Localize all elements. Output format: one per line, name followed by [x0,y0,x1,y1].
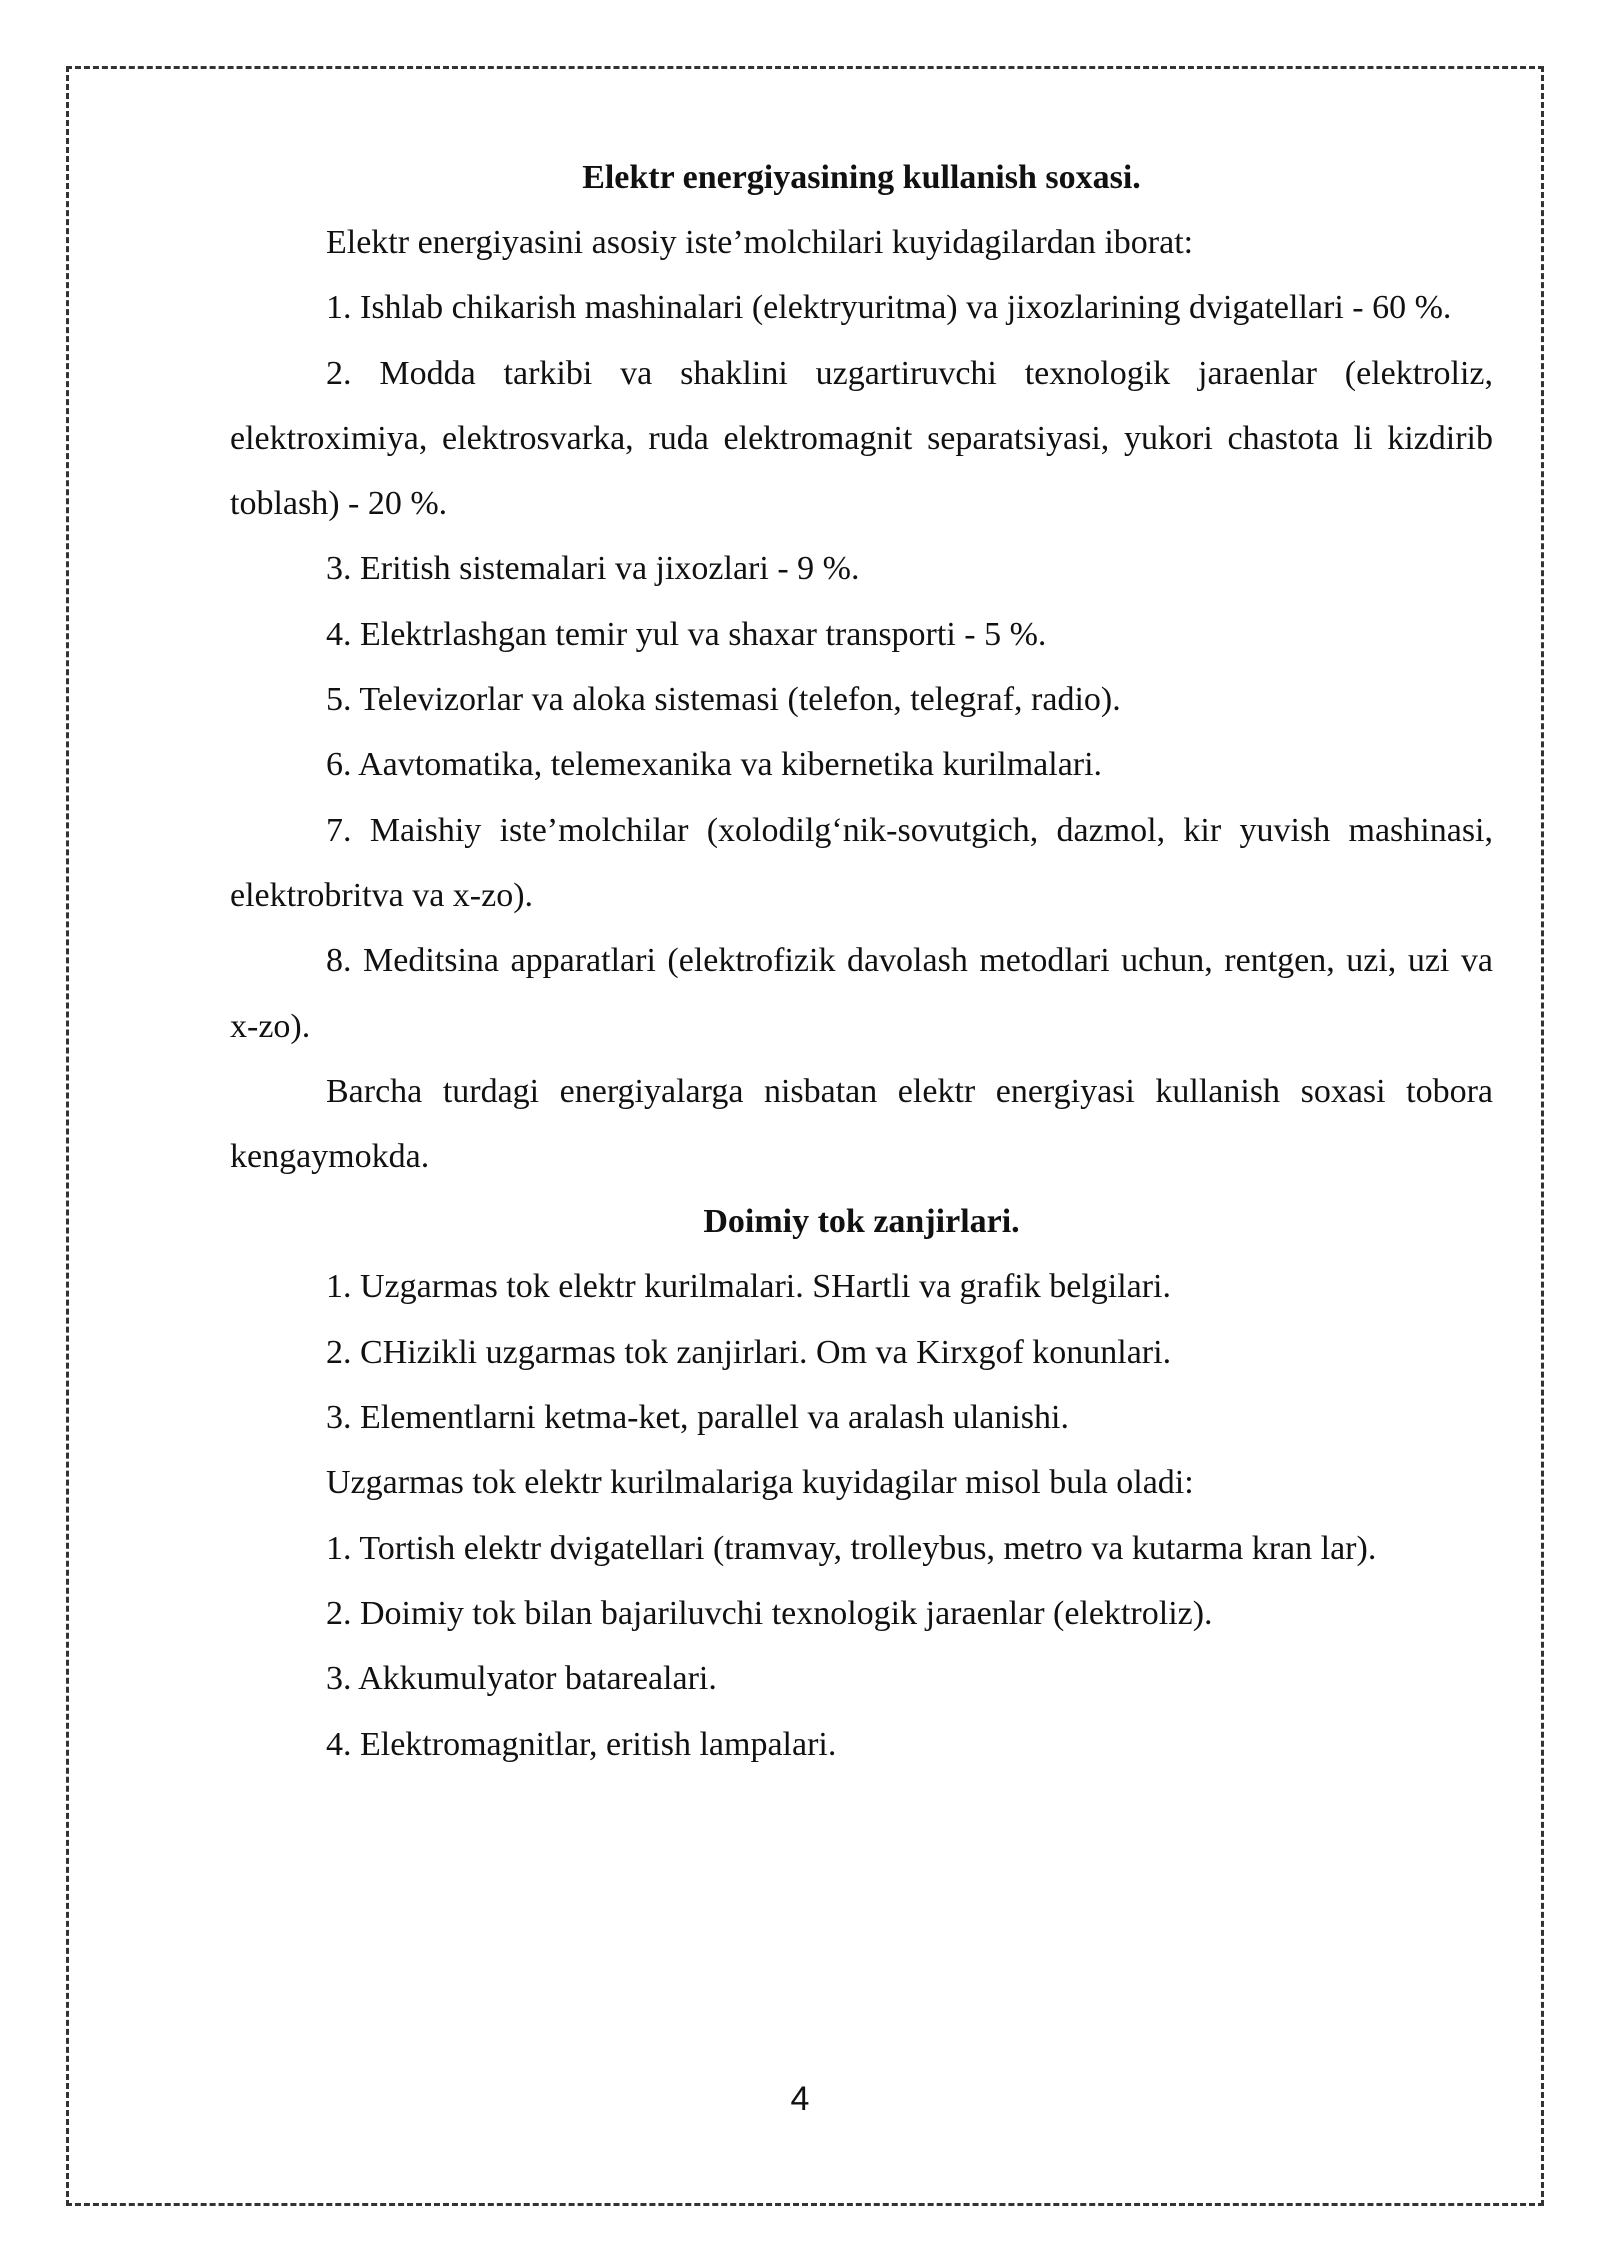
list-item: 7. Maishiy iste’molchilar (xolodilg‘nik-sovutgich, dazmol, kir yuvish mashinasi, elektrobritva va x-zo). [230,811,1493,914]
list-item: 1. Ishlab chikarish mashinalari (elektryuritma) va jixozlarining dvigatellari - 60 %. [326,289,1452,327]
list-item: 2. Doimiy tok bilan bajariluvchi texnologik jaraenlar (elektroliz). [326,1594,1213,1632]
section-title: Elektr energiyasining kullanish soxasi. [582,159,1141,196]
list-item: 1. Tortish elektr dvigatellari (tramvay, trolleybus, metro va kutarma kran lar). [326,1529,1377,1567]
list-item: 8. Meditsina apparatlari (elektrofizik davolash metodlari uchun, rentgen, uzi, uzi va x-zo). [230,942,1493,1045]
section-title: Doimiy tok zanjirlari. [703,1203,1020,1241]
list-item: 4. Elektrlashgan temir yul va shaxar transporti - 5 %. [326,615,1047,653]
list-item: 3. Eritish sistemalari va jixozlari - 9 %. [326,550,860,588]
list-item: 3. Akkumulyator batarealari. [326,1660,717,1698]
page-number: 4 [790,2080,810,2118]
list-item: 4. Elektromagnitlar, eritish lampalari. [326,1725,837,1763]
list-item: 3. Elementlarni ketma-ket, parallel va aralash ulanishi. [326,1399,1069,1437]
intro-paragraph: Elektr energiyasini asosiy iste’molchilari kuyidagilardan iborat: [326,224,1194,261]
list-item: 5. Televizorlar va aloka sistemasi (telefon, telegraf, radio). [326,681,1121,719]
document-body [230,145,1493,1777]
summary-paragraph: Barcha turdagi energiyalarga nisbatan elektr energiyasi kullanish soxasi tobora kengaymokda. [230,1072,1493,1176]
list-item: 2. CHizikli uzgarmas tok zanjirlari. Om va Kirxgof konunlari. [326,1333,1172,1371]
list-item: 2. Modda tarkibi va shaklini uzgartiruvchi texnologik jaraenlar (elektroliz, elektroximiya, elektrosvarka, ruda elektromagnit separatsiyasi, yukori chastota li kizdirib toblash) - 20 %. [230,354,1493,523]
intro-paragraph: Uzgarmas tok elektr kurilmalariga kuyidagilar misol bula oladi: [326,1464,1194,1502]
list-item: 1. Uzgarmas tok elektr kurilmalari. SHartli va grafik belgilari. [326,1268,1172,1306]
list-item: 6. Aavtomatika, telemexanika va kibernetika kurilmalari. [326,746,1103,784]
